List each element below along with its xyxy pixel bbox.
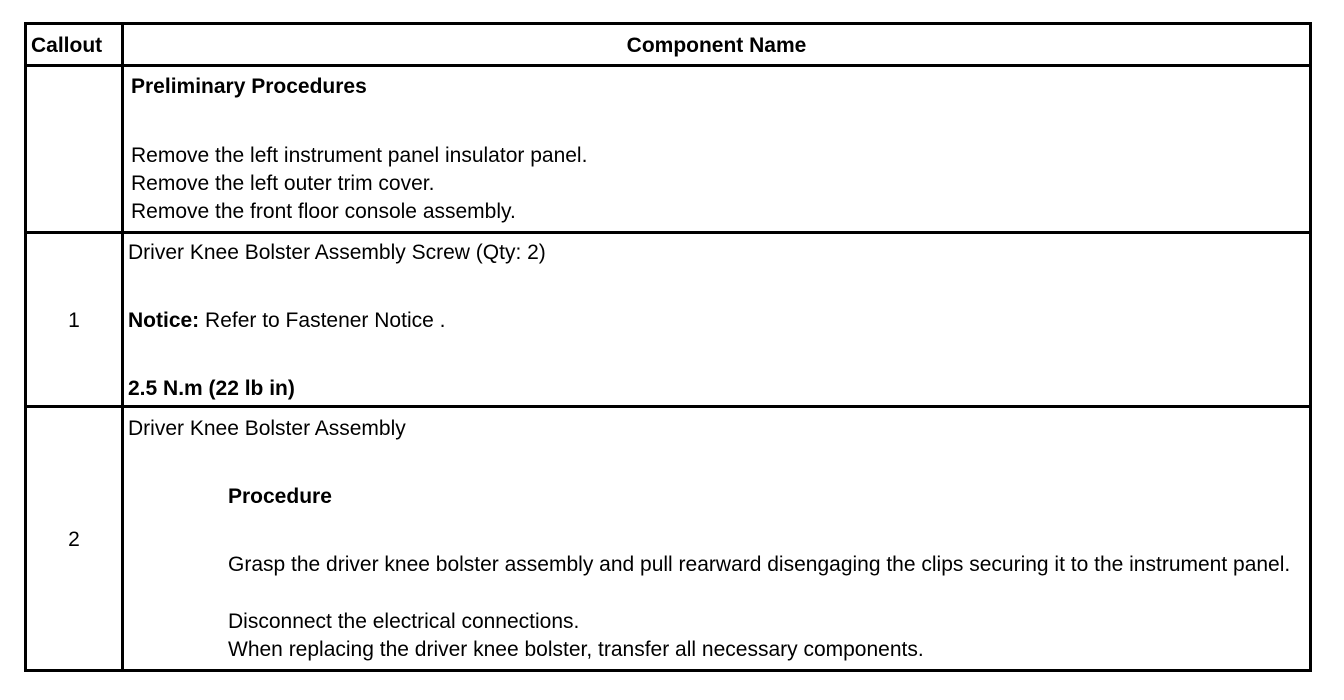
procedure-step: When replacing the driver knee bolster, transfer all necessary components. xyxy=(228,638,924,661)
table-header-row xyxy=(27,25,1309,67)
table-row xyxy=(27,408,1309,669)
column-divider xyxy=(121,67,124,231)
procedure-title: Procedure xyxy=(228,485,332,508)
column-divider xyxy=(121,408,124,669)
procedure-step: Disconnect the electrical connections. xyxy=(228,610,580,633)
callout-number: 2 xyxy=(68,528,80,551)
table-row xyxy=(27,234,1309,408)
notice-label: Notice: xyxy=(128,309,200,332)
component-name: Driver Knee Bolster Assembly xyxy=(128,417,406,440)
notice-text: Refer to Fastener Notice . xyxy=(199,309,446,332)
preliminary-step: Remove the left outer trim cover. xyxy=(131,172,435,195)
callout-column-header: Callout xyxy=(31,34,103,57)
notice-line xyxy=(128,307,445,335)
procedure-step: Grasp the driver knee bolster assembly and pull rearward disengaging the clips securing it to the instrument panel. xyxy=(228,553,1291,576)
torque-spec: 2.5 N.m (22 lb in) xyxy=(128,377,295,400)
preliminary-procedures-title: Preliminary Procedures xyxy=(131,75,367,98)
column-divider xyxy=(121,234,124,405)
callout-number: 1 xyxy=(68,309,80,332)
preliminary-step: Remove the left instrument panel insulator panel. xyxy=(131,144,588,167)
preliminary-step: Remove the front floor console assembly. xyxy=(131,200,516,223)
preliminary-procedures-row xyxy=(27,67,1309,234)
component-name: Driver Knee Bolster Assembly Screw (Qty: 2) xyxy=(128,241,546,264)
procedure-table xyxy=(24,22,1312,672)
component-name-column-header: Component Name xyxy=(626,34,807,57)
